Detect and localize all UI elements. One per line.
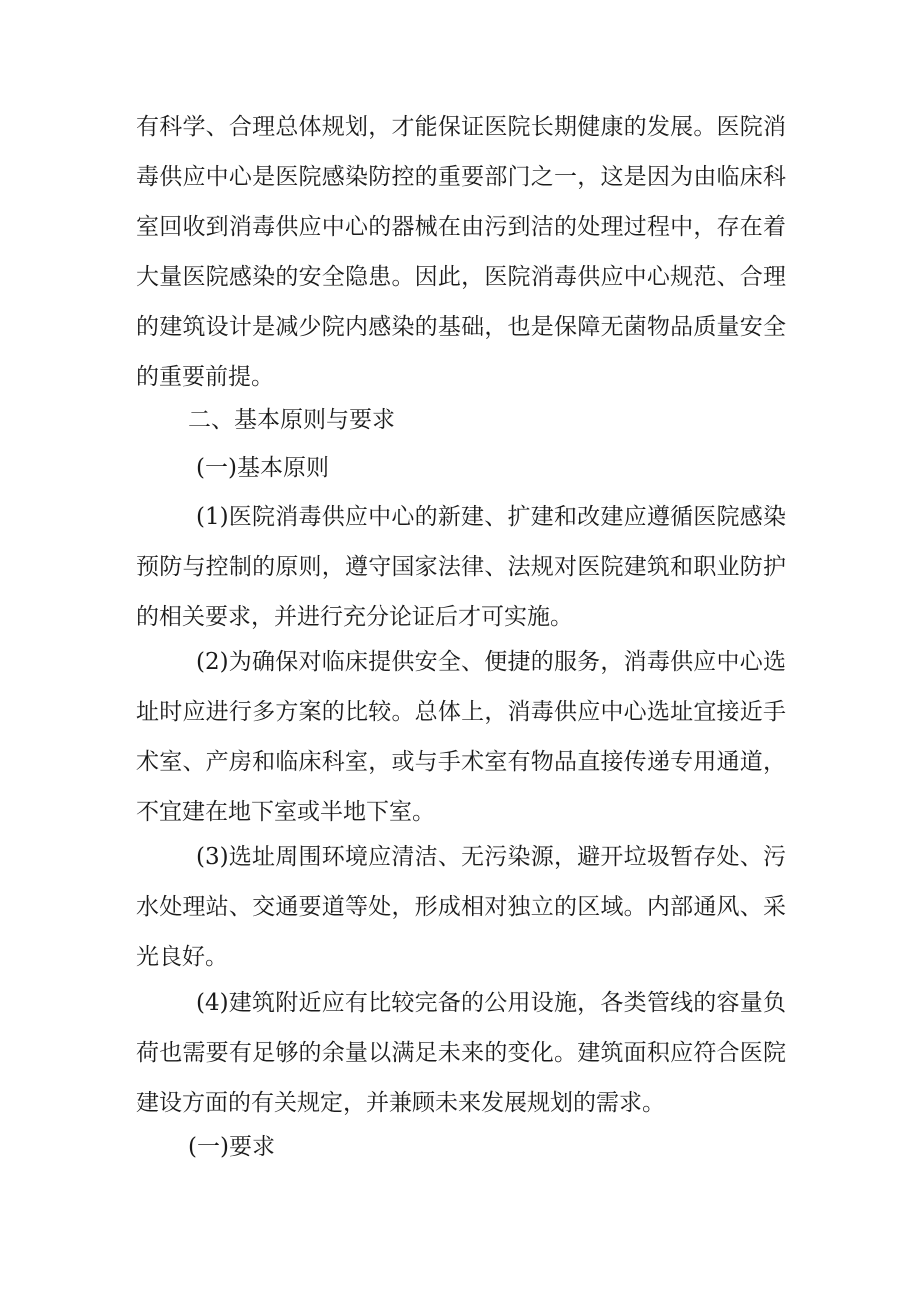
subsection-basic-block — [136, 443, 786, 493]
item-3 — [136, 832, 786, 982]
item-line: 址时应进行多方案的比较。总体上，消毒供应中心选址宜接近手 — [136, 699, 786, 725]
item-line: 光良好。 — [136, 944, 228, 970]
item-line: 的相关要求，并进行充分论证后才可实施。 — [136, 604, 573, 630]
paragraph-line: 大量医院感染的安全隐患。因此，医院消毒供应中心规范、合理 — [136, 264, 786, 290]
item-line: (3)选址周围环境应清洁、无污染源，避开垃圾暂存处、污 — [196, 844, 786, 870]
item-line: 荷也需要有足够的余量以满足未来的变化。建筑面积应符合医院 — [136, 1040, 786, 1066]
item-line: 建设方面的有关规定，并兼顾未来发展规划的需求。 — [136, 1090, 665, 1116]
item-line: (1)医院消毒供应中心的新建、扩建和改建应遵循医院感染 — [196, 504, 786, 530]
item-4 — [136, 978, 786, 1128]
section-heading: 二、基本原则与要求 — [188, 407, 395, 433]
paragraph-line: 有科学、合理总体规划，才能保证医院长期健康的发展。医院消 — [136, 114, 786, 140]
item-line: 预防与控制的原则，遵守国家法律、法规对医院建筑和职业防护 — [136, 554, 786, 580]
item-line: 不宜建在地下室或半地下室。 — [136, 799, 435, 825]
subsection-requirements-block — [136, 1122, 786, 1172]
item-line: (2)为确保对临床提供安全、便捷的服务，消毒供应中心选 — [196, 649, 786, 675]
paragraph-line: 毒供应中心是医院感染防控的重要部门之一，这是因为由临床科 — [136, 164, 786, 190]
paragraph-line: 室回收到消毒供应中心的器械在由污到洁的处理过程中，存在着 — [136, 214, 786, 240]
item-line: 水处理站、交通要道等处，形成相对独立的区域。内部通风、采 — [136, 894, 786, 920]
subsection-heading-requirements: (一)要求 — [188, 1134, 275, 1160]
section-heading-block — [136, 395, 786, 445]
paragraph-line: 的建筑设计是减少院内感染的基础，也是保障无菌物品质量安全 — [136, 314, 786, 340]
item-1 — [136, 492, 786, 642]
item-line: 术室、产房和临床科室，或与手术室有物品直接传递专用通道， — [136, 749, 786, 775]
paragraph-line: 的重要前提。 — [136, 364, 274, 390]
item-2 — [136, 637, 786, 837]
paragraph-intro — [136, 102, 786, 402]
subsection-heading-basic: (一)基本原则 — [196, 455, 329, 481]
item-line: (4)建筑附近应有比较完备的公用设施，各类管线的容量负 — [196, 990, 786, 1016]
